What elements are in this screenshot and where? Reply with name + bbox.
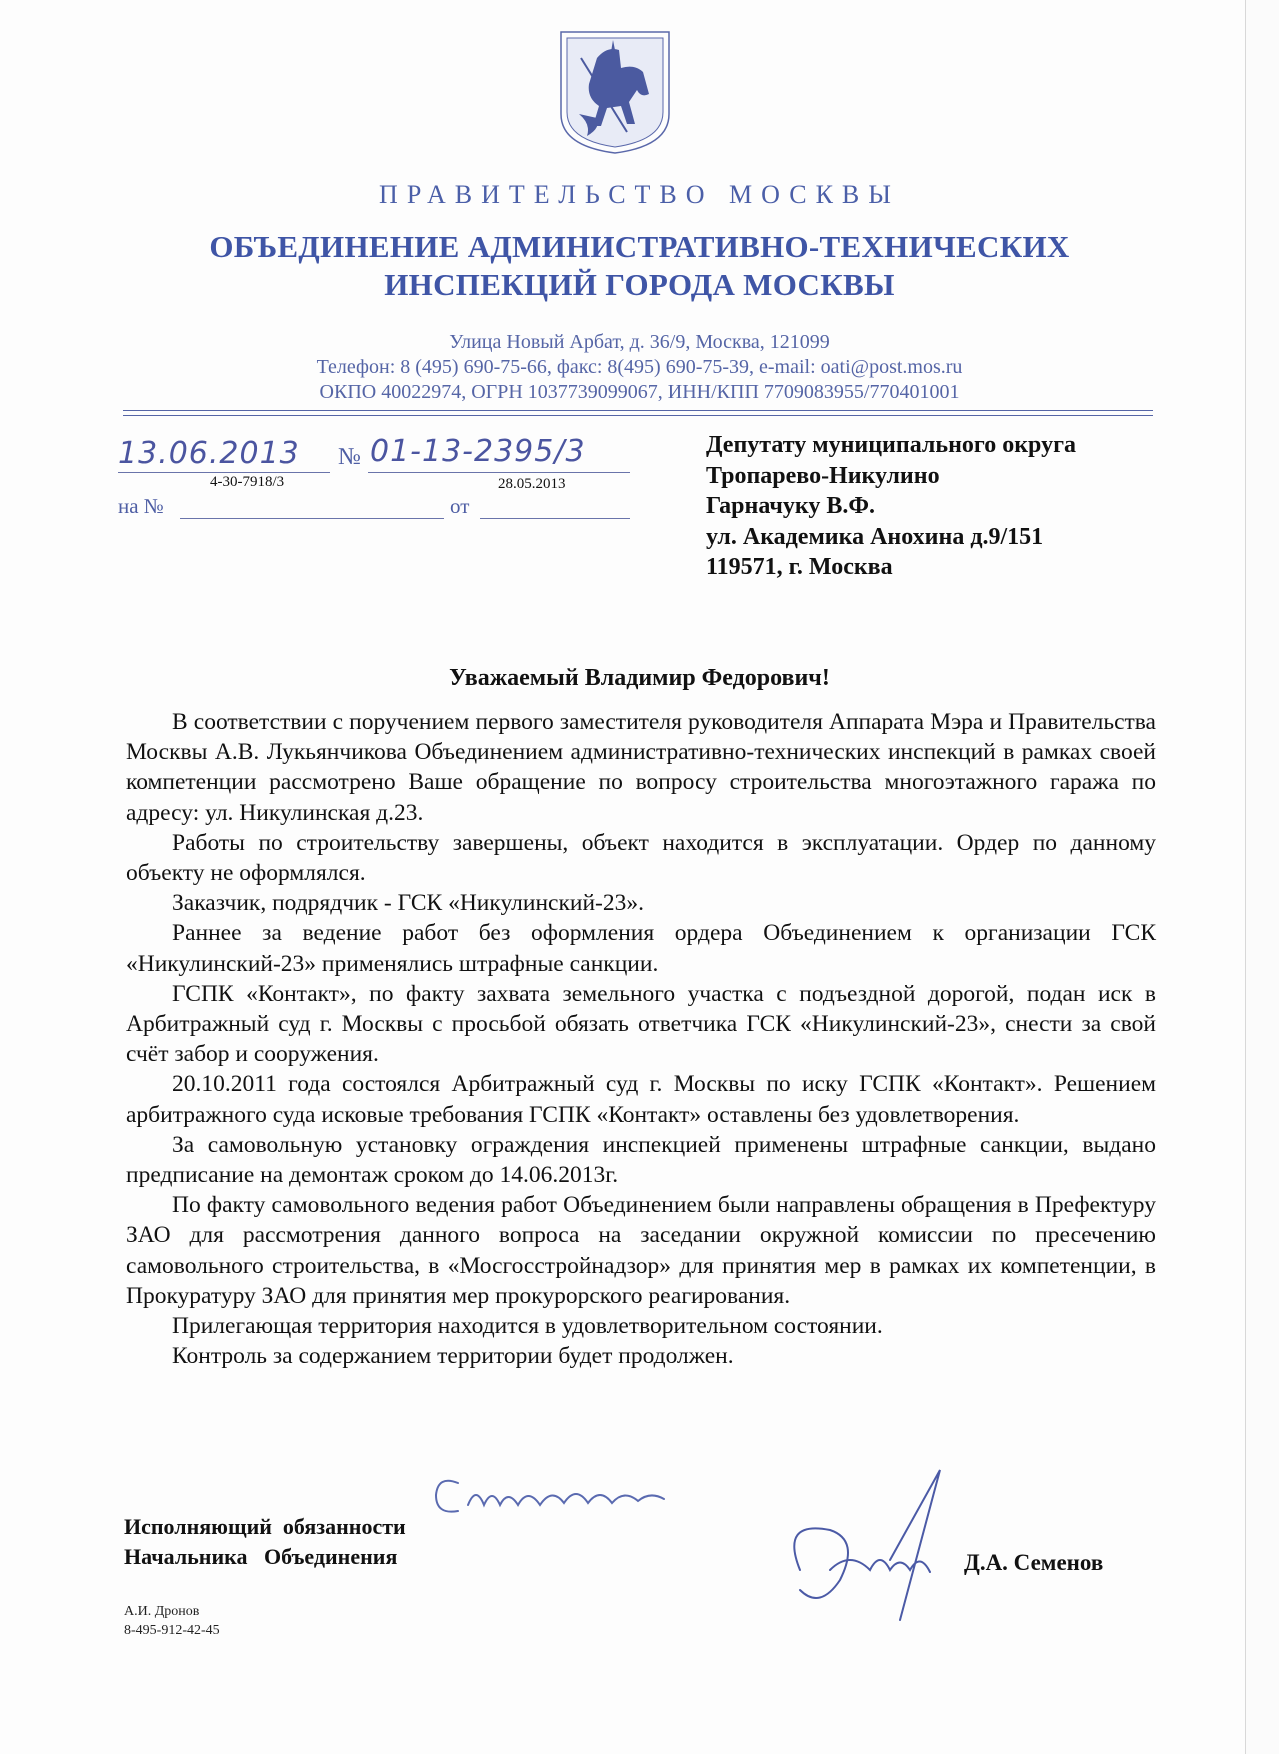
registration-number-label: №	[338, 444, 361, 470]
executor-phone: 8-495-912-42-45	[124, 1623, 220, 1638]
incoming-reference: 4-30-7918/3	[210, 474, 285, 490]
contacts-block	[0, 330, 1279, 405]
header-divider	[123, 415, 1153, 416]
organization-line: ОБЪЕДИНЕНИЕ АДМИНИСТРАТИВНО-ТЕХНИЧЕСКИХ	[209, 229, 1070, 264]
government-name: ПРАВИТЕЛЬСТВО МОСКВЫ	[379, 180, 900, 209]
paragraph: ГСПК «Контакт», по факту захвата земельного участка с подъездной дорогой, подан иск в Арбитражный суд г. Москвы с просьбой обязать ответчика ГСК «Никулинский-23», снести за свой счёт забор и сооружения.	[126, 980, 1156, 1068]
registration-number: 01-13-2395/3	[370, 434, 586, 469]
reference-number-label: на №	[118, 494, 164, 518]
paragraph: По факту самовольного ведения работ Объединением были направлены обращения в Префектуру ЗАО для рассмотрения данного вопроса на заседании окружной комиссии по пресечению самовольного строительства, в «Мосгосстройнадзор» для принятия мер в рамках их компетенции, в Прокуратуру ЗАО для принятия мер прокурорского реагирования.	[126, 1192, 1156, 1309]
reference-date-label: от	[450, 494, 470, 518]
signer-title-line: Исполняющий обязанности	[124, 1514, 406, 1539]
executor-name: А.И. Дронов	[124, 1604, 200, 1619]
form-line	[368, 472, 630, 473]
handwritten-signature-icon	[780, 1460, 980, 1630]
signer-title	[124, 1512, 406, 1572]
paragraph: Контроль за содержанием территории будет продолжен.	[172, 1343, 734, 1370]
registration-date: 13.06.2013	[118, 436, 300, 471]
paragraph: Прилегающая территория находится в удовлетворительном состоянии.	[172, 1313, 883, 1340]
letter-body	[126, 707, 1156, 1371]
form-line	[480, 518, 630, 519]
addressee-line: ул. Академика Анохина д.9/151	[706, 523, 1044, 550]
handwritten-closing	[428, 1465, 678, 1525]
org-phones: Телефон: 8 (495) 690-75-66, факс: 8(495) 690-75-39, e-mail: oati@post.mos.ru	[316, 356, 963, 378]
org-address: Улица Новый Арбат, д. 36/9, Москва, 121099	[449, 331, 830, 353]
organization-line: ИНСПЕКЦИЙ ГОРОДА МОСКВЫ	[384, 267, 895, 302]
salutation: Уважаемый Владимир Федорович!	[449, 665, 830, 691]
paragraph: Раннее за ведение работ без оформления ордера Объединением к организации ГСК «Никулинский-23» применялись штрафные санкции.	[126, 920, 1156, 977]
executor-block	[124, 1602, 220, 1640]
moscow-coat-of-arms-icon	[557, 28, 673, 156]
form-line	[180, 518, 444, 519]
addressee-line: Депутату муниципального округа	[706, 432, 1076, 458]
addressee-line: Тропарево-Никулино	[706, 462, 940, 489]
signer-title-line: Начальника Объединения	[124, 1544, 398, 1569]
signer-name: Д.А. Семенов	[964, 1550, 1104, 1575]
paragraph: 20.10.2011 года состоялся Арбитражный суд г. Москвы по иску ГСПК «Контакт». Решением арбитражного суда исковые требования ГСПК «Контакт» оставлены без удовлетворения.	[126, 1071, 1156, 1128]
paragraph: Работы по строительству завершены, объект находится в эксплуатации. Ордер по данному объекту не оформлялся.	[126, 829, 1156, 887]
incoming-date: 28.05.2013	[498, 476, 566, 492]
paragraph: В соответствии с поручением первого заместителя руководителя Аппарата Мэра и Правительства Москвы А.В. Лукьянчикова Объединением административно-технических инспекций в рамках своей компетенции рассмотрено Ваше обращение по вопросу строительства многоэтажного гаража по адресу: ул. Никулинская д.23.	[126, 709, 1156, 826]
header-divider	[123, 410, 1153, 411]
org-codes: ОКПО 40022974, ОГРН 1037739099067, ИНН/КПП 7709083955/770401001	[319, 381, 960, 403]
paragraph: Заказчик, подрядчик - ГСК «Никулинский-23».	[172, 890, 645, 917]
addressee-line: 119571, г. Москва	[706, 554, 893, 580]
addressee-block	[706, 430, 1076, 583]
form-line	[118, 472, 330, 473]
organization-name	[0, 228, 1279, 304]
paragraph: За самовольную установку ограждения инспекцией применены штрафные санкции, выдано предписание на демонтаж сроком до 14.06.2013г.	[126, 1131, 1156, 1189]
addressee-line: Гарначуку В.Ф.	[706, 493, 876, 519]
